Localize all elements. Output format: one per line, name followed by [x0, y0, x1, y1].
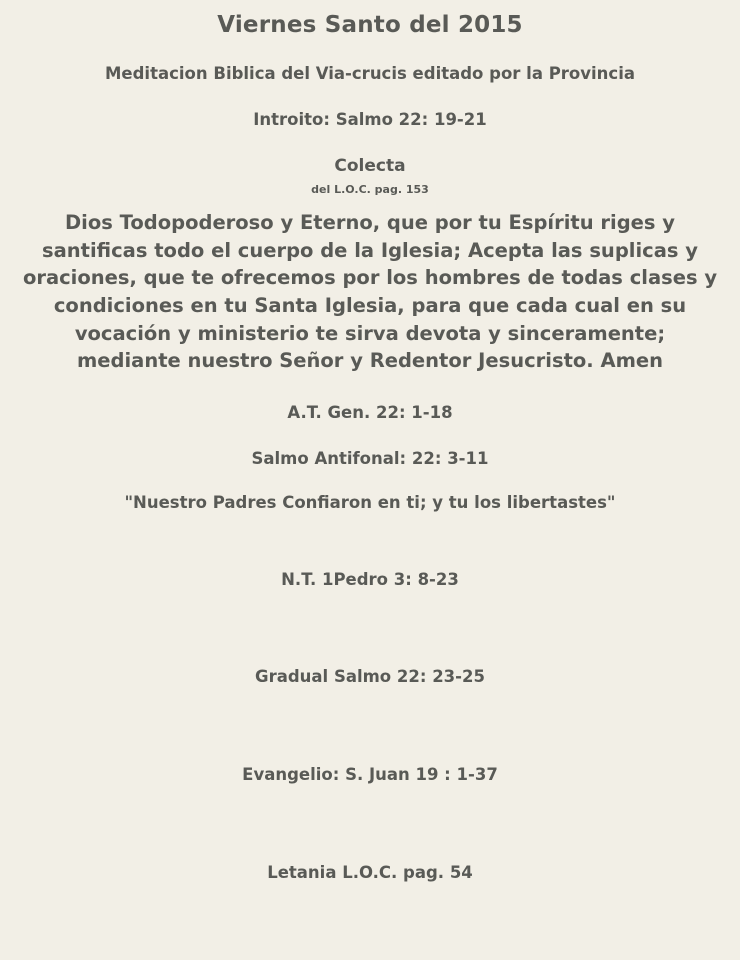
document-subtitle: Meditacion Biblica del Via-crucis editado por la Provincia [105, 64, 635, 83]
page-title: Viernes Santo del 2015 [217, 12, 523, 38]
antiphon-quote: "Nuestro Padres Confiaron en ti; y tu los libertastes" [124, 493, 616, 513]
collect-source-reference: del L.O.C. pag. 153 [311, 183, 429, 196]
new-testament-reading: N.T. 1Pedro 3: 8-23 [281, 570, 459, 590]
gradual-reading: Gradual Salmo 22: 23-25 [255, 667, 485, 687]
psalm-antiphon-reading: Salmo Antifonal: 22: 3-11 [251, 449, 489, 469]
collect-heading: Colecta [334, 156, 406, 176]
litany-reference: Letania L.O.C. pag. 54 [267, 863, 473, 883]
gospel-reading: Evangelio: S. Juan 19 : 1-37 [242, 765, 498, 785]
old-testament-reading: A.T. Gen. 22: 1-18 [287, 403, 453, 423]
introit-reference: Introito: Salmo 22: 19-21 [253, 110, 487, 129]
collect-prayer-text: Dios Todopoderoso y Eterno, que por tu Espíritu riges y santificas todo el cuerpo de la Iglesia; Acepta las suplicas y oraciones, que te ofrecemos por los hombres de todas clases y condiciones en tu Santa Iglesia, para que cada cual en su vocación y ministerio te sirva devota y sinceramente; mediante nuestro Señor y Redentor Jesucristo. Amen [22, 211, 718, 373]
